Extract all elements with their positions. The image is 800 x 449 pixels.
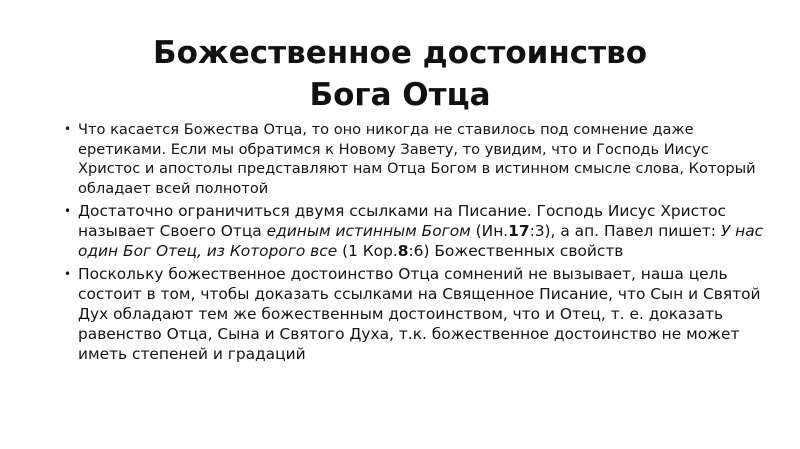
bullet-text-1: Что касается Божества Отца, то оно никогда не ставилось под сомнение даже еретиками. Если мы обратимся к Новому Завету, то увидим, что и Господь Иисус Христос и апостолы представляют нам Отца Богом в истинном смысле слова, Который обладает всей полнотой	[78, 121, 756, 197]
slide-title-line-2: Бога Отца	[309, 77, 491, 113]
bullet-marker: •	[64, 204, 72, 218]
chapter-number: 17	[508, 221, 530, 240]
bullet-item-3	[64, 265, 764, 364]
chapter-number: 8	[397, 241, 409, 260]
bullet-item-1	[64, 120, 764, 198]
bullet-marker: •	[64, 267, 72, 282]
text-segment: Достаточно ограничиться двумя ссылками на Писание. Господь Иисус Христос называет Своего Отца	[78, 202, 726, 240]
text-segment: (1 Кор.	[337, 241, 398, 260]
slide-title	[60, 32, 740, 116]
text-segment: :3), а ап. Павел пишет:	[529, 221, 721, 240]
text-segment: (Ин.	[470, 221, 509, 240]
slide-title-line-1: Божественное достоинство	[152, 35, 648, 71]
bullet-text-3: Поскольку божественное достоинство Отца сомнений не вызывает, наша цель состоит в том, чтобы доказать ссылками на Священное Писание, что Сын и Святой Дух обладают тем же божественным достоинством, что и Отец, т. е. доказать равенство Отца, Сына и Святого Духа, т.к. божественное достоинство не может иметь степеней и градаций	[78, 265, 761, 363]
bullet-text-2	[78, 202, 763, 260]
text-segment: :6) Божественных свойств	[408, 241, 624, 260]
bullet-marker: •	[64, 122, 72, 136]
scripture-quote: У нас один Бог Отец, из Которого все	[78, 221, 764, 260]
bullet-item-2	[64, 202, 764, 261]
scripture-quote: единым истинным Богом	[266, 221, 471, 240]
bullet-list	[64, 120, 764, 368]
